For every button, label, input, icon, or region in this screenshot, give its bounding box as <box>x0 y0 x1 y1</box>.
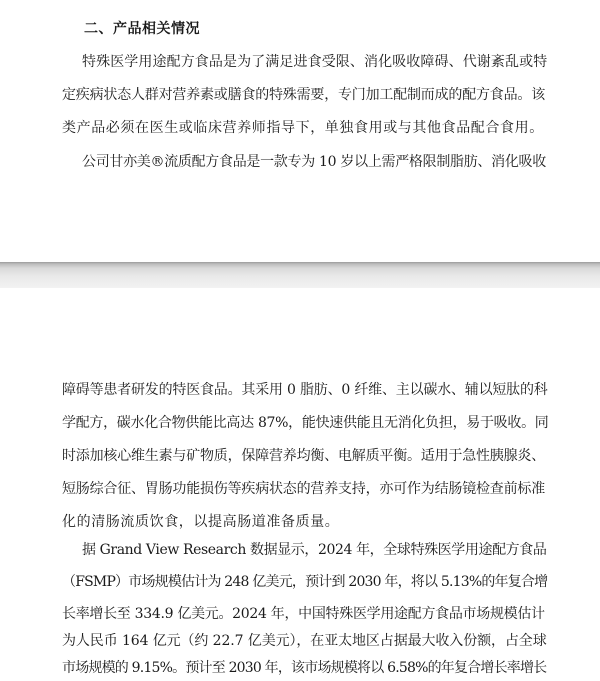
paragraph-line: 市场规模的 9.15%。预计至 2030 年，该市场规模将以 6.58%的年复合增长率增长 <box>62 660 547 676</box>
paragraph-line: 时添加核心维生素与矿物质，保障营养均衡、电解质平衡。适用于急性胰腺炎、 <box>62 448 545 464</box>
paragraph-line: 短肠综合征、胃肠功能损伤等疾病状态的营养支持，亦可作为结肠镜检查前标准 <box>62 481 545 497</box>
document-page-bottom <box>0 288 600 681</box>
paragraph-line: （FSMP）市场规模估计为 248 亿美元，预计到 2030 年，将以 5.13%的年复合增 <box>62 574 548 590</box>
section-heading: 二、产品相关情况 <box>84 21 200 37</box>
paragraph-line: 公司甘亦美®流质配方食品是一款专为 10 岁以上需严格限制脂肪、消化吸收 <box>82 154 546 170</box>
paragraph-line: 特殊医学用途配方食品是为了满足进食受限、消化吸收障碍、代谢紊乱或特 <box>82 54 548 70</box>
paragraph-line: 据 Grand View Research 数据显示，2024 年，全球特殊医学用途配方食品 <box>82 542 547 558</box>
paragraph-line: 学配方，碳水化合物供能比高达 87%，能快速供能且无消化负担，易于吸收。同 <box>62 415 549 431</box>
paragraph-line: 类产品必须在医生或临床营养师指导下，单独食用或与其他食品配合食用。 <box>62 120 544 136</box>
paragraph-line: 障碍等患者研发的特医食品。其采用 0 脂肪、0 纤维、主以碳水、辅以短肽的科 <box>62 382 548 398</box>
paragraph-line: 长率增长至 334.9 亿美元。2024 年，中国特殊医学用途配方食品市场规模估计 <box>62 606 545 622</box>
paragraph-line: 定疾病状态人群对营养素或膳食的特殊需要，专门加工配制而成的配方食品。该 <box>62 87 545 103</box>
document-page-top <box>0 0 600 262</box>
paragraph-line: 为人民币 164 亿元（约 22.7 亿美元），在亚太地区占据最大收入份额，占全球 <box>62 633 547 649</box>
paragraph-line: 化的清肠流质饮食，以提高肠道准备质量。 <box>62 514 340 530</box>
page-break-divider <box>0 262 600 288</box>
